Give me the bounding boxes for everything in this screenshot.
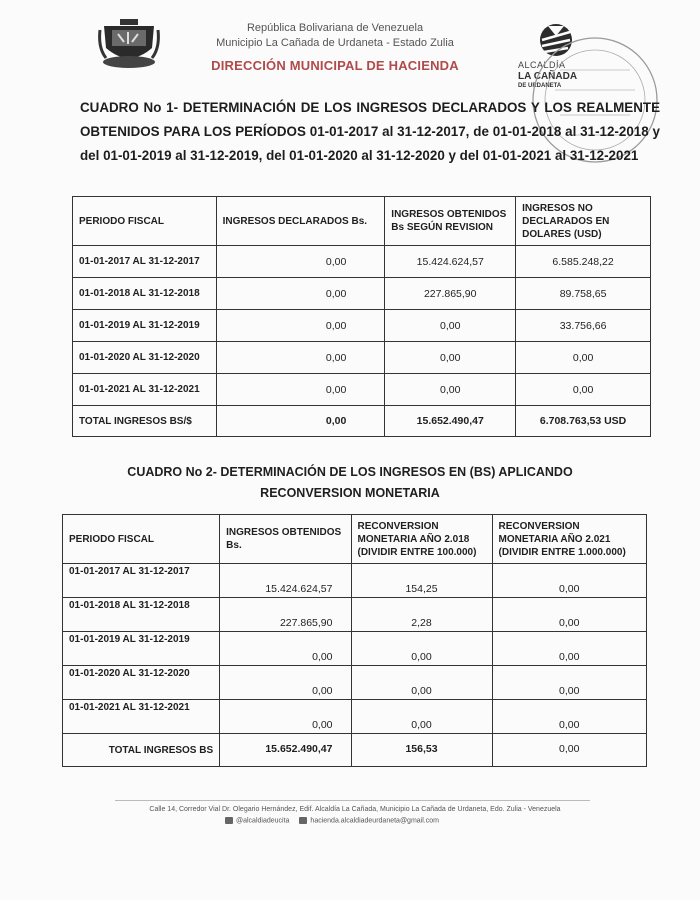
- value-cell: 0,00: [385, 374, 516, 406]
- value-cell: 0,00: [216, 342, 385, 374]
- total-value-cell: 6.708.763,53 USD: [516, 406, 651, 437]
- value-cell: 0,00: [220, 700, 351, 734]
- logo-text-alcaldia: ALCALDÍA: [518, 60, 566, 70]
- table-row: [73, 342, 651, 374]
- value-cell: 0,00: [216, 246, 385, 278]
- value-cell: 0,00: [351, 632, 492, 666]
- column-header: PERIODO FISCAL: [63, 515, 220, 564]
- total-value-cell: 15.652.490,47: [220, 734, 351, 767]
- value-cell: 0,00: [351, 700, 492, 734]
- table-header-row: [63, 515, 647, 564]
- value-cell: 89.758,65: [516, 278, 651, 310]
- value-cell: 0,00: [492, 632, 646, 666]
- total-value-cell: 0,00: [216, 406, 385, 437]
- logo-text-urdaneta: DE URDANETA: [518, 83, 562, 89]
- header-municipality: Municipio La Cañada de Urdaneta - Estado Zulia: [216, 37, 454, 49]
- coat-of-arms-icon: [98, 18, 160, 70]
- table-row: [73, 246, 651, 278]
- logo-text-lacanada: LA CAÑADA: [518, 71, 578, 82]
- value-cell: 0,00: [492, 598, 646, 632]
- instagram-icon: [225, 817, 233, 824]
- total-value-cell: 15.652.490,47: [385, 406, 516, 437]
- value-cell: 6.585.248,22: [516, 246, 651, 278]
- column-header: INGRESOS DECLARADOS Bs.: [216, 197, 385, 246]
- table-row: [63, 598, 647, 632]
- value-cell: 0,00: [516, 342, 651, 374]
- table-row: [63, 666, 647, 700]
- cuadro2-table: [62, 514, 647, 767]
- table-row: [73, 374, 651, 406]
- column-header: INGRESOS NO DECLARADOS EN DOLARES (USD): [516, 197, 651, 246]
- value-cell: 2,28: [351, 598, 492, 632]
- column-header: INGRESOS OBTENIDOS Bs SEGÚN REVISION: [385, 197, 516, 246]
- value-cell: 15.424.624,57: [385, 246, 516, 278]
- column-header: PERIODO FISCAL: [73, 197, 217, 246]
- footer-instagram: @alcaldiadeucita: [236, 817, 290, 825]
- period-cell: 01-01-2020 AL 31-12-2020: [73, 342, 217, 374]
- column-header: INGRESOS OBTENIDOS Bs.: [220, 515, 351, 564]
- footer-address: Calle 14, Corredor Vial Dr. Olegario Hernández, Edif. Alcaldía La Cañada, Municipio La Cañada de Urdaneta, Edo. Zulia - Venezuela: [149, 806, 561, 813]
- value-cell: 0,00: [351, 666, 492, 700]
- table-row: [63, 700, 647, 734]
- column-header: RECONVERSION MONETARIA AÑO 2.018 (DIVIDIR ENTRE 100.000): [351, 515, 492, 564]
- total-label-cell: TOTAL INGRESOS BS: [63, 734, 220, 767]
- value-cell: 154,25: [351, 564, 492, 598]
- value-cell: 0,00: [216, 310, 385, 342]
- value-cell: 0,00: [385, 342, 516, 374]
- column-header: RECONVERSION MONETARIA AÑO 2.021 (DIVIDIR ENTRE 1.000.000): [492, 515, 646, 564]
- header-republic: República Bolivariana de Venezuela: [246, 22, 424, 34]
- mail-icon: [299, 817, 307, 824]
- period-cell: 01-01-2017 AL 31-12-2017: [73, 246, 217, 278]
- value-cell: 0,00: [220, 666, 351, 700]
- period-cell: 01-01-2017 AL 31-12-2017: [63, 564, 220, 598]
- value-cell: 0,00: [492, 564, 646, 598]
- value-cell: 227.865,90: [385, 278, 516, 310]
- value-cell: 0,00: [220, 632, 351, 666]
- footer-email: hacienda.alcaldiadeurdaneta@gmail.com: [310, 817, 439, 825]
- table-row: [73, 310, 651, 342]
- value-cell: 0,00: [492, 700, 646, 734]
- cuadro2-title: CUADRO No 2- DETERMINACIÓN DE LOS INGRESOS EN (BS) APLICANDO RECONVERSION MONETARIA: [127, 465, 573, 500]
- period-cell: 01-01-2018 AL 31-12-2018: [73, 278, 217, 310]
- table-header-row: [73, 197, 651, 246]
- period-cell: 01-01-2020 AL 31-12-2020: [63, 666, 220, 700]
- total-value-cell: 156,53: [351, 734, 492, 767]
- total-label-cell: TOTAL INGRESOS BS/$: [73, 406, 217, 437]
- table-total-row: [63, 734, 647, 767]
- footer-divider: [115, 800, 590, 801]
- header-department: DIRECCIÓN MUNICIPAL DE HACIENDA: [211, 58, 459, 73]
- period-cell: 01-01-2018 AL 31-12-2018: [63, 598, 220, 632]
- table-row: [63, 564, 647, 598]
- table-row: [63, 632, 647, 666]
- value-cell: 0,00: [216, 278, 385, 310]
- value-cell: 0,00: [516, 374, 651, 406]
- value-cell: 0,00: [216, 374, 385, 406]
- total-value-cell: 0,00: [492, 734, 646, 767]
- table-total-row: [73, 406, 651, 437]
- period-cell: 01-01-2021 AL 31-12-2021: [73, 374, 217, 406]
- cuadro1-title: CUADRO No 1- DETERMINACIÓN DE LOS INGRESOS DECLARADOS Y LOS REALMENTE OBTENIDOS PARA LOS PERÍODOS 01-01-2017 al 31-12-2017, de 01-01-2018 al 31-12-2018 y del 01-01-2019 al 31-12-2019, del 01-01-2020 al 31-12-2020 y del 01-01-2021 al 31-12-2021: [80, 100, 660, 163]
- table-row: [73, 278, 651, 310]
- value-cell: 0,00: [385, 310, 516, 342]
- period-cell: 01-01-2019 AL 31-12-2019: [63, 632, 220, 666]
- value-cell: 15.424.624,57: [220, 564, 351, 598]
- cuadro1-table: [72, 196, 651, 437]
- period-cell: 01-01-2021 AL 31-12-2021: [63, 700, 220, 734]
- value-cell: 0,00: [492, 666, 646, 700]
- period-cell: 01-01-2019 AL 31-12-2019: [73, 310, 217, 342]
- value-cell: 33.756,66: [516, 310, 651, 342]
- footer-contacts: [225, 817, 439, 824]
- value-cell: 227.865,90: [220, 598, 351, 632]
